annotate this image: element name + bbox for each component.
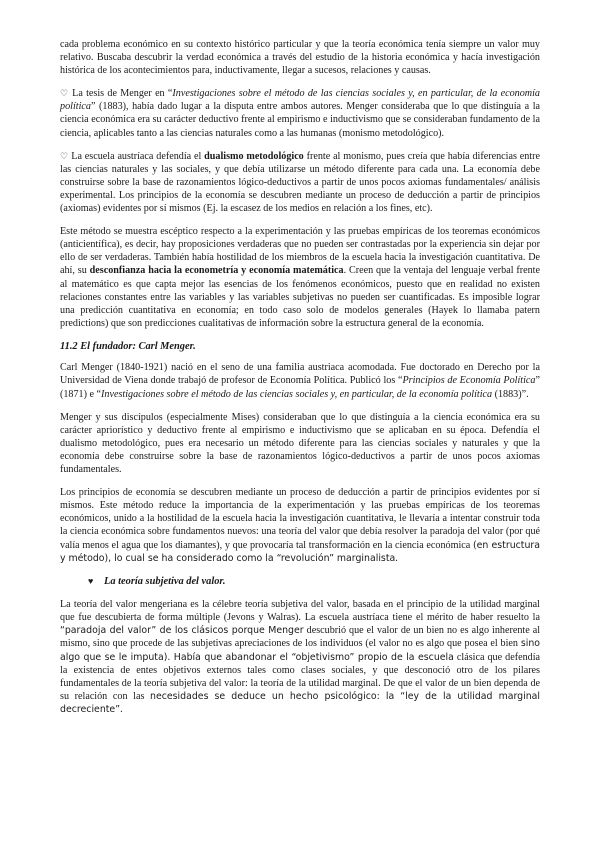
paragraph-subjective-value xyxy=(60,598,540,716)
text-run: . xyxy=(120,703,123,715)
text-run-sans: (en estructura y método), lo cual se ha considerado como la “revolución” marginalista xyxy=(60,539,541,564)
bold-term: dualismo metodológico xyxy=(204,150,304,162)
heart-bullet-icon: ♥ xyxy=(88,575,94,586)
text-run: Los principios de economía se descubren mediante un proceso de deducción a partir de principios evidentes por sí mismos. Este método reduce la importancia de la experimentación y las pruebas empíricas de los teoremas económicos, unido a la hostilidad de la escuela hacia la investigación cuantitativa, le llevaría a intentar construir toda la ciencia económica sobre fundamentos nuevos: una teoría del valor que debía resolver la paradoja del valor (por qué valía menos el agua que los diamantes), y que provocaría tal transformación en la ciencia económica xyxy=(60,487,540,551)
text-run: . Creen que la ventaja del lenguaje verbal frente al matemático es que capta mejor las esencias de los fenómenos económicos, puesto que en realidad no existen relaciones constantes entre las variables y las variables subjetivas no pueden ser cuantificadas. Es imposible lograr una predicción cuantitativa en economía; en todo caso solo de modelos generales (Hayek lo llamaba patern predictions) que son predicciones cualitativas de información sobre la estructura general de la economía. xyxy=(60,265,540,329)
paragraph-menger-bio xyxy=(60,361,540,400)
paragraph-historical-school: cada problema económico en su contexto histórico particular y que la teoría económica tenía siempre un valor muy relativo. Buscaba descubrir la verdad económica a través del estudio de la historia económica y hacía investigación histórica de los acontecimientos para, inductivamente, llegar a sucesos, relaciones y causas. xyxy=(60,39,540,77)
paragraph-dualism xyxy=(60,150,540,215)
book-title: Investigaciones sobre el método de las ciencias sociales y, en particular, de la economía política xyxy=(101,388,493,400)
paragraph-principles xyxy=(60,486,540,565)
bold-term: desconfianza hacia la econometría y economía matemática xyxy=(89,265,344,277)
bullet-heading-text: La teoría subjetiva del valor. xyxy=(104,575,226,587)
text-run-sans: necesidades se deduce un hecho psicológico: la “ley de la utilidad marginal decreciente” xyxy=(60,690,540,715)
text-run: ” (1883), había dado lugar a la disputa entre ambos autores. Menger consideraba que lo que distinguía a la ciencia económica era su carácter deductivo frente al empirismo e inductivismo que se consideraban fundamento de la ciencia, aplicables tanto a las ciencias naturales como a las humanas (monismo metodológico). xyxy=(60,101,540,139)
book-title: Investigaciones sobre el método de las ciencias sociales y, en particular, de la economía política xyxy=(60,88,540,113)
paragraph-method-skepticism xyxy=(60,225,540,330)
text-run: frente al monismo, pues creía que había diferencias entre las ciencias naturales y las sociales, y que debía utilizarse un método diferente para cada una. La economía debe construirse sobre la base de razonamientos lógico-deductivos a partir de unos pocos axiomas fundamentales/ análisis experimental. Los principios de la economía se descubren mediante un proceso de deducción a partir de principios (axiomas) evidentes por sí mismos (Ej. la escasez de los medios en relación a los fines, etc). xyxy=(60,150,540,215)
paragraph-menger-disciples: Menger y sus discípulos (especialmente Mises) consideraban que lo que distinguía a la ciencia económica era su carácter apriorístico y deductivo frente al empirismo e inductivismo que se aplicaban en su época. Defendía el dualismo metodológico, pues era necesario un método diferente para las ciencias sociales y naturales y que la economía debe construirse sobre la base de razonamientos lógico-deductivos a partir de unos pocos axiomas fundamentales. xyxy=(60,411,540,476)
text-run-sans: sino algo que se le imputa). Había que abandonar el “objetivismo” propio de la escuela xyxy=(60,638,540,663)
heart-outline-bullet-icon: ♡ xyxy=(60,88,69,99)
text-run: La escuela austríaca defendía el xyxy=(68,150,205,162)
text-run: Carl Menger (1840-1921) nació en el seno de una familia austriaca acomodada. Fue doctorado en Derecho por la Universidad de Viena donde trabajó de profesor de Economía Política. Publicó los “ xyxy=(60,362,540,387)
heart-outline-bullet-icon: ♡ xyxy=(60,150,69,161)
text-run: descubrió que el valor de un bien no es algo inherente al mismo, sino que procede de las subjetivas apreciaciones de los individuos (el valor no es algo que posea el bien xyxy=(60,625,541,650)
text-run: (1883)”. xyxy=(492,388,529,400)
text-run: ” (1871) e “ xyxy=(60,375,540,400)
text-run: La teoría del valor mengeriana es la célebre teoría subjetiva del valor, basada en el principio de la utilidad marginal que fue descubierta de forma múltiple (Jevons y Walras). La escuela austríaca tiene el mérito de haber resuelto la xyxy=(60,599,540,624)
text-run-sans: “paradoja del valor” de los clásicos porque Menger xyxy=(60,625,304,637)
paragraph-menger-thesis xyxy=(60,87,540,139)
text-run: Este método se muestra escéptico respecto a la experimentación y las pruebas empíricas de los teoremas económicos (anticientífica), es decir, hay proposiciones verdaderas que no pueden ser contrastadas por la experiencia sin dejar por ello de ser verdaderas. También había hostilidad de los miembros de la escuela hacia la investigación cuantitativa. De ahí, su xyxy=(60,226,540,277)
text-run: . xyxy=(395,552,398,564)
text-run: La tesis de Menger en “ xyxy=(68,88,173,100)
section-heading: 11.2 El fundador: Carl Menger. xyxy=(60,340,196,352)
book-title: Principios de Economía Política xyxy=(402,375,536,387)
text-run: clásica que defendía la existencia de entes objetivos externos tales como clases sociales, y que desconoció otro de los pilares fundamentales de la teoría subjetiva del valor: la teoría de la utilidad marginal. De que el valor de un bien dependa de su relación con las xyxy=(60,651,540,702)
bullet-heading xyxy=(60,575,540,589)
